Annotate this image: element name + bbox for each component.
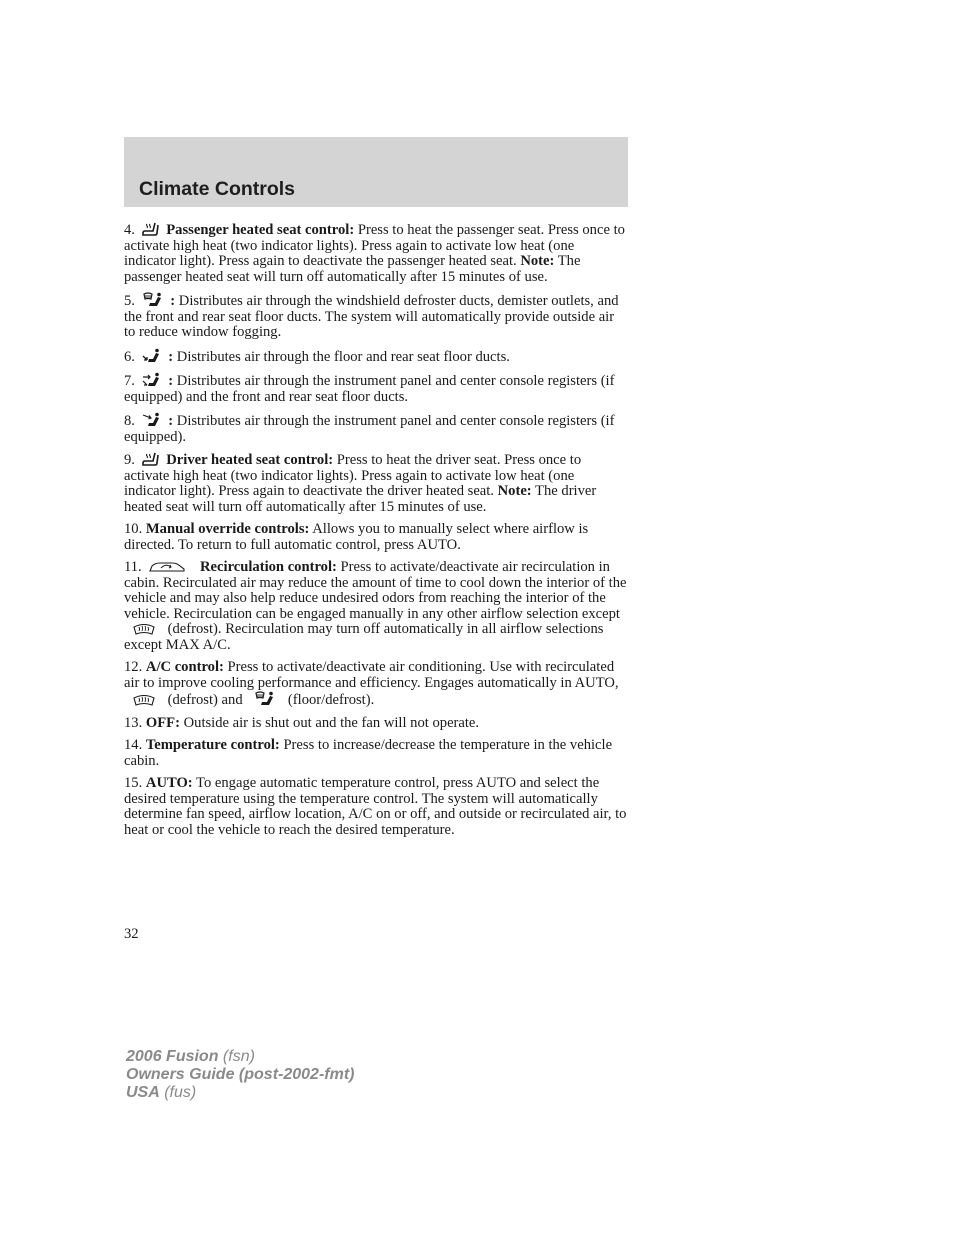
item-text: Press to heat the passenger seat. Press once to activate high heat (two indicator lights). Press again to activate low heat (one indicator light). Press again to deactivate the passenger heated seat. <box>124 222 625 269</box>
item-number: 15. <box>124 775 143 791</box>
item-label: : <box>168 373 174 389</box>
item-text: The passenger heated seat will turn off automatically after 15 minutes of use. <box>124 253 581 285</box>
item-label: : <box>168 413 174 429</box>
item-6 <box>124 348 628 366</box>
item-text: (defrost) and <box>164 692 243 708</box>
item-text: Distributes air through the instrument panel and center console registers (if equipped). <box>124 413 615 445</box>
floor-defrost-icon <box>142 292 164 308</box>
item-number: 11. <box>124 559 142 575</box>
item-number: 6. <box>124 348 135 365</box>
item-7 <box>124 372 628 405</box>
item-number: 8. <box>124 413 135 429</box>
item-number: 14. <box>124 737 143 753</box>
item-label: Temperature control: <box>145 737 280 753</box>
item-number: 7. <box>124 373 135 389</box>
item-text: Press to activate/deactivate air recirculation in cabin. Recirculated air may reduce the amount of time to cool down the interior of the vehicle and may also help reduce undesired odors from reaching the interior of the vehicle. Recirculation can be engaged manually in any other airflow selection except <box>124 559 627 622</box>
item-10 <box>124 522 628 553</box>
heated-seat-icon <box>142 452 160 467</box>
heated-seat-icon <box>142 222 160 237</box>
item-label: AUTO: <box>145 775 193 791</box>
item-number: 9. <box>124 452 135 468</box>
item-text: Allows you to manually select where airflow is directed. To return to full automatic control, press AUTO. <box>124 521 589 553</box>
item-text: Distributes air through the floor and rear seat floor ducts. <box>173 348 510 365</box>
item-label: Driver heated seat control: <box>166 452 334 468</box>
defrost-icon <box>132 693 156 707</box>
page-number: 32 <box>124 926 139 942</box>
panel-floor-airflow-icon <box>142 372 162 388</box>
item-text: Press to increase/decrease the temperature in the vehicle cabin. <box>124 737 613 769</box>
panel-airflow-icon <box>142 412 162 428</box>
footer-line-2: Owners Guide (post-2002-fmt) <box>126 1066 355 1083</box>
footer-line-3: USA (fus) <box>126 1084 197 1101</box>
item-5 <box>124 292 628 341</box>
item-text: (defrost). Recirculation may turn off automatically in all airflow selections except MAX A/C. <box>124 621 604 653</box>
item-label: OFF: <box>145 714 180 731</box>
item-15 <box>124 776 628 838</box>
item-14 <box>124 738 628 769</box>
item-12 <box>124 660 628 709</box>
item-label: : <box>170 293 176 309</box>
item-number: 4. <box>124 222 135 238</box>
item-text: The driver heated seat will turn off automatically after 15 minutes of use. <box>124 483 597 515</box>
item-text: (floor/defrost). <box>284 692 375 708</box>
floor-defrost-icon <box>254 691 276 707</box>
note-label: Note: <box>497 483 532 499</box>
item-label: Manual override controls: <box>145 521 310 537</box>
item-number: 12. <box>124 659 143 675</box>
footer-line-1: 2006 Fusion (fsn) <box>126 1048 255 1065</box>
item-number: 13. <box>124 714 143 731</box>
item-text: Distributes air through the instrument panel and center console registers (if equipped) and the front and rear seat floor ducts. <box>124 373 615 405</box>
section-title: Climate Controls <box>139 178 296 200</box>
footer <box>126 1048 354 1102</box>
recirculation-icon <box>148 560 186 574</box>
item-label: Passenger heated seat control: <box>166 222 355 238</box>
item-text: Distributes air through the windshield defroster ducts, demister outlets, and the front and rear seat floor ducts. The system will automatically provide outside air to reduce window fogging. <box>124 293 619 340</box>
item-label: : <box>168 348 174 365</box>
item-4 <box>124 222 628 285</box>
item-text: Press to heat the driver seat. Press once to activate high heat (two indicator lights). Press again to activate low heat (one indicator light). Press again to deactivate the driver heated seat. <box>124 452 582 499</box>
item-number: 10. <box>124 521 143 537</box>
item-text: Press to activate/deactivate air conditioning. Use with recirculated air to improve cooling performance and efficiency. Engages automatically in AUTO, <box>124 659 619 691</box>
item-9 <box>124 452 628 515</box>
section-header <box>124 137 628 207</box>
item-13 <box>124 716 628 732</box>
item-label: A/C control: <box>145 659 224 675</box>
defrost-icon <box>132 622 156 636</box>
item-number: 5. <box>124 293 135 309</box>
content <box>124 222 628 845</box>
item-text: Outside air is shut out and the fan will not operate. <box>179 714 480 731</box>
item-text: To engage automatic temperature control, press AUTO and select the desired temperature using the temperature control. The system will automatically determine fan speed, airflow location, A/C on or off, and outside or recirculated air, to heat or cool the vehicle to reach the desired temperature. <box>124 775 627 838</box>
note-label: Note: <box>520 253 555 269</box>
floor-airflow-icon <box>142 348 162 364</box>
item-8 <box>124 412 628 445</box>
item-label: Recirculation control: <box>200 559 337 575</box>
item-11 <box>124 560 628 653</box>
